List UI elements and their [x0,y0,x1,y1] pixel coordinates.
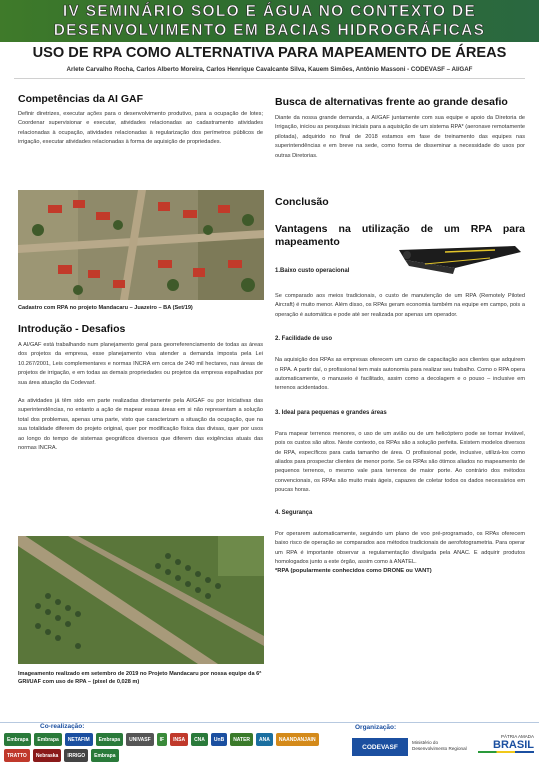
introducao-paragraph-1: A AI/GAF está trabalhando num planejamento geral para georreferenciamento de todas as áreas dos projetos da empresa, esse planejamento visa atender a demanda imposta pela Lei 10.267/2001, Leis complementares e normas INCRA em cerca de 240 mil hectares, nas áreas de projetos de irrigação, e em todas as demais propriedades ou projetos da empresa espalhadas por sua área atuação da Codevasf. [18,342,263,386]
event-title-line-1: IV SEMINÁRIO SOLO E ÁGUA NO CONTEXTO DE [62,3,477,20]
item-3-text: Para mapear terrenos menores, o uso de um avião ou de um helicóptero pode se tornar inviável, pois os custos são altos. Neste contexto, os RPAs são a solução perfeita. Existem modelos diversos de RPA, específicos para cada tamanho de área. O profissional pode, inclusive, utilizá-los como aliados para prospectar clientes de menor porte. Se os RPAs são ótimos aliados no mapeamento de pequenos terrenos, o mesmo vale para terrenos de maior porte. Ao contrário dos métodos convencionais, os RPAs são muito mais ágeis, capazes de coletar todos os dados necessários em poucas horas. [275,430,525,494]
logo-embrapa-1: Embrapa [4,733,31,746]
organizacao-label: Organização: [355,724,397,731]
conclusao-section [275,196,525,208]
busca-section [275,96,525,161]
logo-nebraska: Nebraska [33,749,62,762]
conclusao-heading: Conclusão [275,196,329,208]
logo-embrapa-4: Embrapa [91,749,118,762]
rpa-note: *RPA (popularmente conhecidos como DRONE ou VANT) [275,568,432,575]
item-4 [275,510,525,568]
vantagens-heading: Vantagens na utilização de um RPA para mapeamento [275,223,525,248]
logo-embrapa-3: Embrapa [96,733,123,746]
item-4-title: 4. Segurança [275,509,313,516]
competencias-section [18,93,263,148]
logo-naandanjain: NAANDANJAIN [276,733,319,746]
corealizacao-label: Co-realização: [40,723,85,730]
logo-insa: INSA [170,733,188,746]
logo-tratto: TRATTO [4,749,30,762]
item-3-title: 3. Ideal para pequenas e grandes áreas [275,409,387,416]
logo-ana: ANA [256,733,273,746]
busca-heading: Busca de alternativas frente ao grande desafio [275,96,508,108]
logo-irrigo: IRRIGO [64,749,88,762]
item-1 [275,268,525,320]
logo-nater: NATER [230,733,253,746]
logo-cna: CNA [191,733,208,746]
introducao-heading: Introdução - Desafios [18,323,126,335]
aerial-photo-cadastro [18,190,264,300]
item-1-title: 1.Baixo custo operacional [275,268,350,274]
item-2 [275,336,525,394]
item-2-text: Na aquisição dos RPAs as empresas oferecem um curso de capacitação aos clientes que adquirem o RPA. A partir daí, o profissional tem mais autonomia para realizar seu trabalho. Como o RPA opera automaticamente, o manuseio é facilitado, assim como a decolagem e o pouso – inclusive em terrenos acidentados. [275,357,525,392]
logo-ministerio: Ministério do Desenvolvimento Regional [412,740,467,751]
flag-stripe [478,751,534,753]
busca-text: Diante da nossa grande demanda, a AI/GAF juntamente com sua equipe e apoio da Diretoria de Irrigação, iniciou as pesquisas iniciais para a aquisição de um sistema RPA* (aeronave remotamente pilotada), adquirido no final de 2018 estamos em fase de treinamento das equipes nas superintendências e em breve na sede, como forma de disseminar a necessidade do usos por outras Diretorias. [275,115,525,159]
brasil-text: BRASIL [493,739,534,751]
logo-netafim: NETAFIM [65,733,93,746]
cadastro-caption: Cadastro com RPA no projeto Mandacaru – Juazeiro – BA (Set/19) [18,305,193,311]
event-title-line-2: DESENVOLVIMENTO EM BACIAS HIDROGRÁFICAS [53,22,486,39]
divider [14,78,525,79]
logo-univasf: UNIVASF [126,733,154,746]
event-banner [0,0,539,42]
logo-governo-brasil [478,734,534,760]
item-2-title: 2. Facilidade de uso [275,336,333,343]
introducao-paragraph-2: As atividades já têm sido em parte realizadas diretamente pela AI/GAF ou por iniciativas das superintendências, no entanto a ação de mapear essas áreas em si não representam a solução total dos problemas, apenas uma parte, visto que caracterizam a situação da ocupação, que na sua totalidade diferem do projeto original, quer por modificação física das divisas, quer por usos ao longo do tempo de sistemas geográficos diversos que diferem das exigências atuais das normas INCRA. [18,398,263,452]
item-4-text: Por operarem automaticamente, seguindo um plano de voo pré-programado, os RPAs oferecem baixo risco de operação se comparados aos métodos tradicionais de aerofotogrametria. Para operar um RPA é importante observar a regulamentação divulgada pela ANAC. E adquirir produtos homologados junto a este órgão, assim como à ANATEL. [275,530,525,565]
aerial-photo-mandacaru [18,536,264,664]
introducao-section [18,323,263,453]
mandacaru-caption: Imageamento realizado em setembro de 2019 no Projeto Mandacaru por nossa equipe da 6ª GRI/UAF com uso de RPA – (pixel de 0,028 m) [18,671,262,685]
patria-amada-text: PÁTRIA AMADA [500,734,534,739]
competencias-text: Definir diretrizes, executar ações para o desenvolvimento produtivo, para a ocupação de lotes; Coordenar supervisionar e executar, atividades relacionadas ao cadastramento atividades relacionadas à ocupação, atividades relacionadas à regularização dos perímetros públicos de irrigação, executar atividades relacionadas à forma de aquisição de propriedades. [18,111,263,146]
authors: Arlete Carvalho Rocha, Carlos Alberto Moreira, Carlos Henrique Cavalcante Silva, Kauem Simões, Antônio Massoni - CODEVASF – AI/GAF [66,66,473,73]
logo-embrapa-2: Embrapa [34,733,61,746]
vantagens-list [275,268,525,574]
logo-codevasf: CODEVASF [352,738,408,756]
poster-title: USO DE RPA COMO ALTERNATIVA PARA MAPEAMENTO DE ÁREAS [32,45,507,61]
competencias-heading: Competências da AI GAF [18,93,144,105]
logo-unb: UnB [211,733,227,746]
corealizacao-logos [4,733,324,762]
logo-if: IF [157,733,167,746]
item-1-text: Se comparado aos meios tradicionais, o custo de manutenção de um RPA (Remotely Piloted Aircraft) é muito menor. Além disso, os RPAs geram economia também na equipe em campo, pois a operação é automática e pode até ser realizada por apenas um operador. [275,293,525,318]
item-3 [275,410,525,496]
